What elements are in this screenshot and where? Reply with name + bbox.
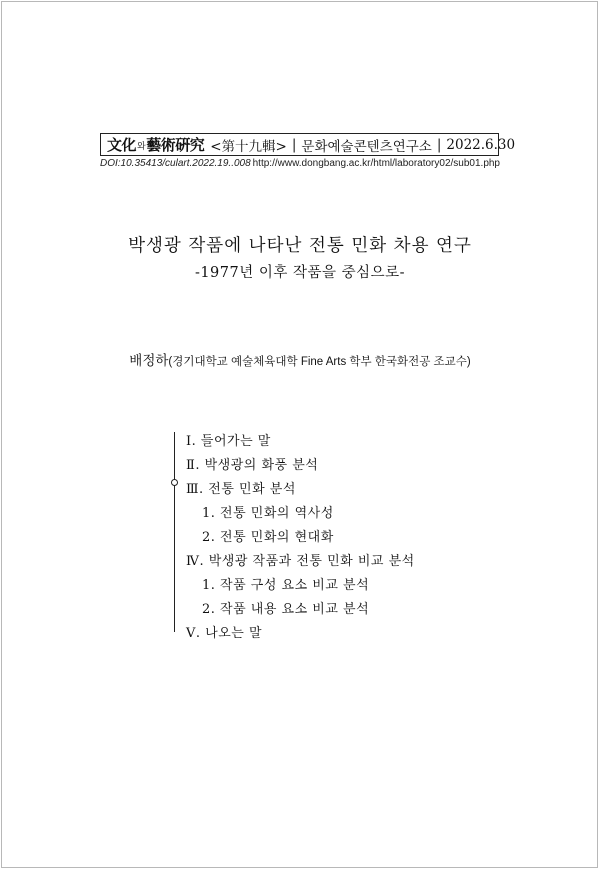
journal-header-box — [100, 133, 516, 156]
paper-subtitle: -1977년 이후 작품을 중심으로- — [194, 265, 406, 281]
doi-text: DOI:10.35413/culart.2022.19..008 — [100, 158, 251, 169]
toc-item-3-2: 2. 전통 민화의 현대화 — [202, 530, 334, 545]
journal-date: 2022.6.30 — [446, 136, 516, 153]
journal-publisher: 문화예술콘텐츠연구소 — [301, 138, 432, 155]
toc-rule-dot — [171, 479, 178, 486]
toc-item-3-1: 1. 전통 민화의 역사성 — [202, 506, 334, 521]
header-separator: | — [436, 136, 442, 153]
toc-rule — [174, 432, 175, 482]
toc-item-4-2: 2. 작품 내용 요소 비교 분석 — [202, 602, 370, 617]
toc-rule — [174, 484, 175, 632]
toc-item-2: Ⅱ. 박생광의 화풍 분석 — [186, 458, 319, 473]
meta-row — [100, 158, 500, 172]
author-line — [0, 349, 600, 369]
author-affiliation: (경기대학교 예술체육대학 Fine Arts 학부 한국화전공 조교수) — [168, 356, 471, 368]
toc-item-1: Ⅰ. 들어가는 말 — [186, 434, 271, 449]
toc-item-4: Ⅳ. 박생광 작품과 전통 민화 비교 분석 — [186, 554, 415, 569]
journal-logo-part2: 藝術硏究 — [146, 136, 205, 154]
toc-item-3: Ⅲ. 전통 민화 분석 — [186, 482, 296, 497]
journal-issue: <第十九輯> — [210, 138, 287, 155]
journal-url[interactable]: http://www.dongbang.ac.kr/html/laboratory02/sub01.php — [252, 158, 500, 169]
toc-item-5: Ⅴ. 나오는 말 — [186, 626, 263, 641]
page-frame — [1, 1, 598, 868]
journal-logo — [107, 134, 204, 155]
toc-item-4-1: 1. 작품 구성 요소 비교 분석 — [202, 578, 370, 593]
journal-logo-part1: 文化 — [107, 136, 137, 154]
journal-logo-wa: 와 — [137, 142, 146, 152]
header-separator: | — [291, 136, 297, 153]
paper-title: 박생광 작품에 나타난 전통 민화 차용 연구 — [128, 236, 472, 256]
author-name: 배정하 — [129, 353, 169, 368]
